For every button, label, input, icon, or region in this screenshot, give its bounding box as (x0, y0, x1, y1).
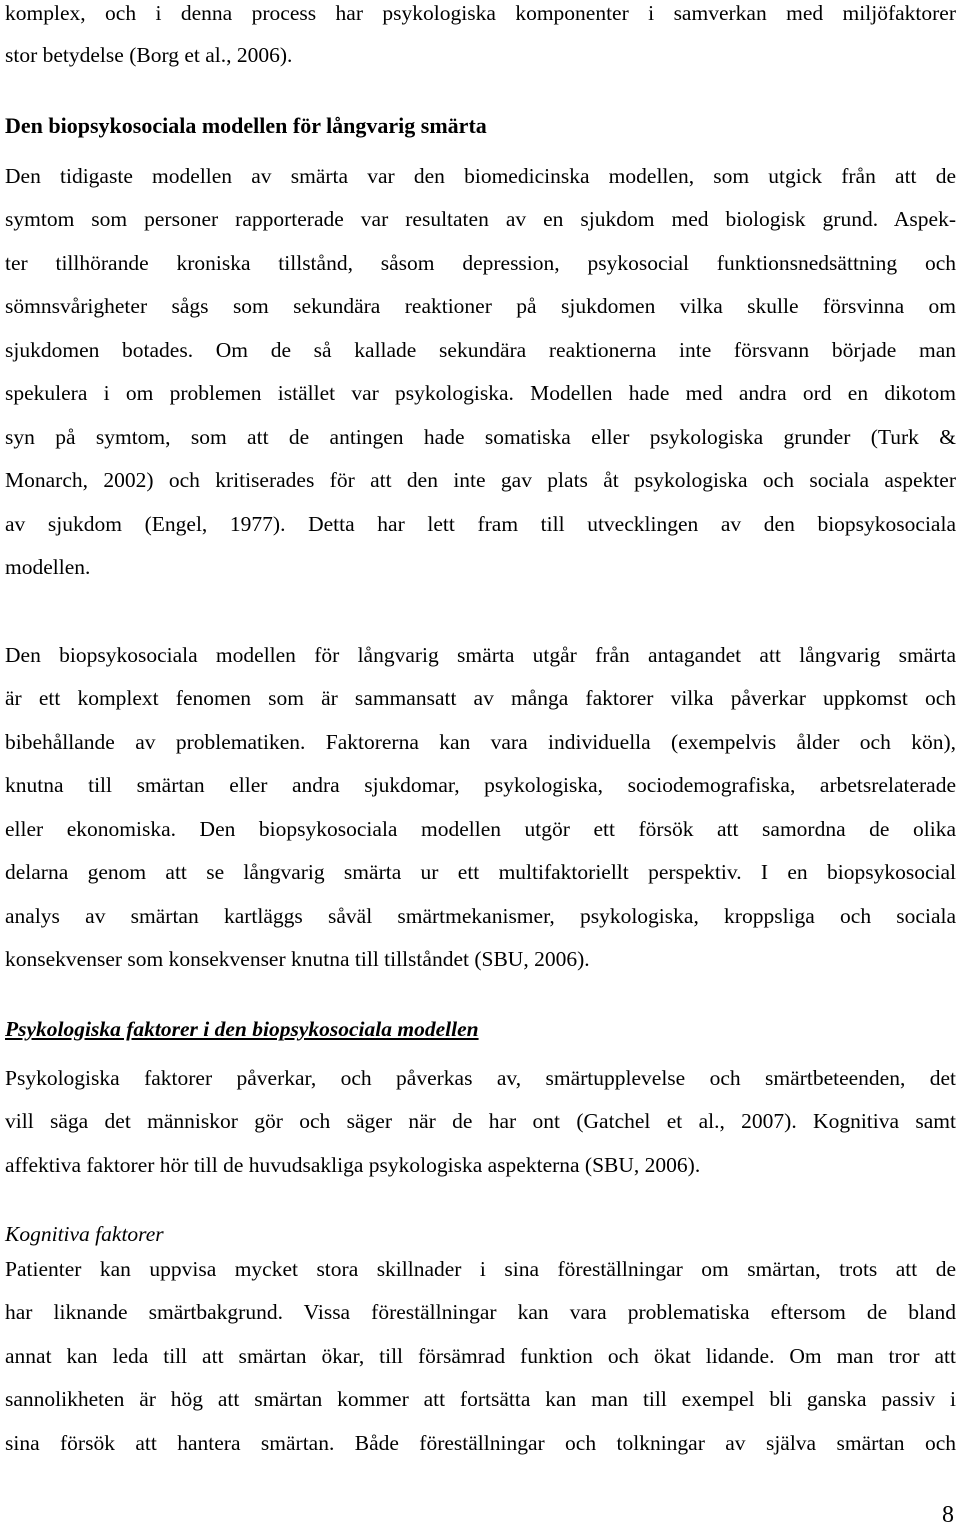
section-heading: Den biopsykosociala modellen för långvarig smärta (5, 113, 487, 138)
paragraph-line: ter tillhörande kroniska tillstånd, såsom depression, psykosocial funktionsnedsättning och (5, 251, 956, 275)
paragraph-line: av sjukdom (Engel, 1977). Detta har lett fram till utvecklingen av den biopsykosociala (5, 512, 956, 536)
paragraph-line: Psykologiska faktorer påverkar, och påverkas av, smärtupplevelse och smärtbeteenden, det (5, 1066, 956, 1090)
subsection-heading: Kognitiva faktorer (5, 1222, 164, 1246)
paragraph-line: sina försök att hantera smärtan. Både föreställningar och tolkningar av själva smärtan och (5, 1431, 956, 1455)
paragraph-line: sjukdomen botades. Om de så kallade sekundära reaktionerna inte försvann började man (5, 338, 956, 362)
paragraph-line: knutna till smärtan eller andra sjukdomar, psykologiska, sociodemografiska, arbetsrelaterade (5, 773, 956, 797)
paragraph-line: har liknande smärtbakgrund. Vissa föreställningar kan vara problematiska eftersom de bland (5, 1300, 956, 1324)
intro-line: komplex, och i denna process har psykologiska komponenter i samverkan med miljöfaktorer (5, 1, 956, 25)
paragraph-line: bibehållande av problematiken. Faktorerna kan vara individuella (exempelvis ålder och kön), (5, 730, 956, 754)
paragraph-line: syn på symtom, som att de antingen hade somatiska eller psykologiska grunder (Turk & (5, 425, 956, 449)
paragraph-line: symtom som personer rapporterade var resultaten av en sjukdom med biologisk grund. Aspek- (5, 207, 956, 231)
paragraph-line: affektiva faktorer hör till de huvudsakliga psykologiska aspekterna (SBU, 2006). (5, 1153, 701, 1177)
paragraph-line: är ett komplext fenomen som är sammansatt av många faktorer vilka påverkar uppkomst och (5, 686, 956, 710)
paragraph-line: vill säga det människor gör och säger när de har ont (Gatchel et al., 2007). Kognitiva samt (5, 1109, 956, 1133)
paragraph-line: konsekvenser som konsekvenser knutna till tillståndet (SBU, 2006). (5, 947, 590, 971)
paragraph-line: analys av smärtan kartläggs såväl smärtmekanismer, psykologiska, kroppsliga och sociala (5, 904, 956, 928)
page-number: 8 (942, 1502, 954, 1528)
paragraph-line: modellen. (5, 555, 91, 579)
paragraph-line: Patienter kan uppvisa mycket stora skillnader i sina föreställningar om smärtan, trots att de (5, 1257, 956, 1281)
paragraph-line: sannolikheten är hög att smärtan kommer att fortsätta kan man till exempel bli ganska passiv i (5, 1387, 956, 1411)
paragraph-line: Monarch, 2002) och kritiserades för att den inte gav plats åt psykologiska och sociala aspekter (5, 468, 956, 492)
paragraph-line: spekulera i om problemen istället var psykologiska. Modellen hade med andra ord en dikotom (5, 381, 956, 405)
paragraph-line: Den biopsykosociala modellen för långvarig smärta utgår från antagandet att långvarig smärta (5, 643, 956, 667)
paragraph-line: sömnsvårigheter sågs som sekundära reaktioner på sjukdomen vilka skulle försvinna om (5, 294, 956, 318)
intro-line: stor betydelse (Borg et al., 2006). (5, 43, 293, 67)
paragraph-line: eller ekonomiska. Den biopsykosociala modellen utgör ett försök att samordna de olika (5, 817, 956, 841)
paragraph-line: annat kan leda till att smärtan ökar, till försämrad funktion och ökat lidande. Om man tror att (5, 1344, 956, 1368)
paragraph-line: Den tidigaste modellen av smärta var den biomedicinska modellen, som utgick från att de (5, 164, 956, 188)
paragraph-line: delarna genom att se långvarig smärta ur ett multifaktoriellt perspektiv. I en biopsykosocial (5, 860, 956, 884)
section-heading: Psykologiska faktorer i den biopsykosociala modellen (5, 1017, 479, 1041)
